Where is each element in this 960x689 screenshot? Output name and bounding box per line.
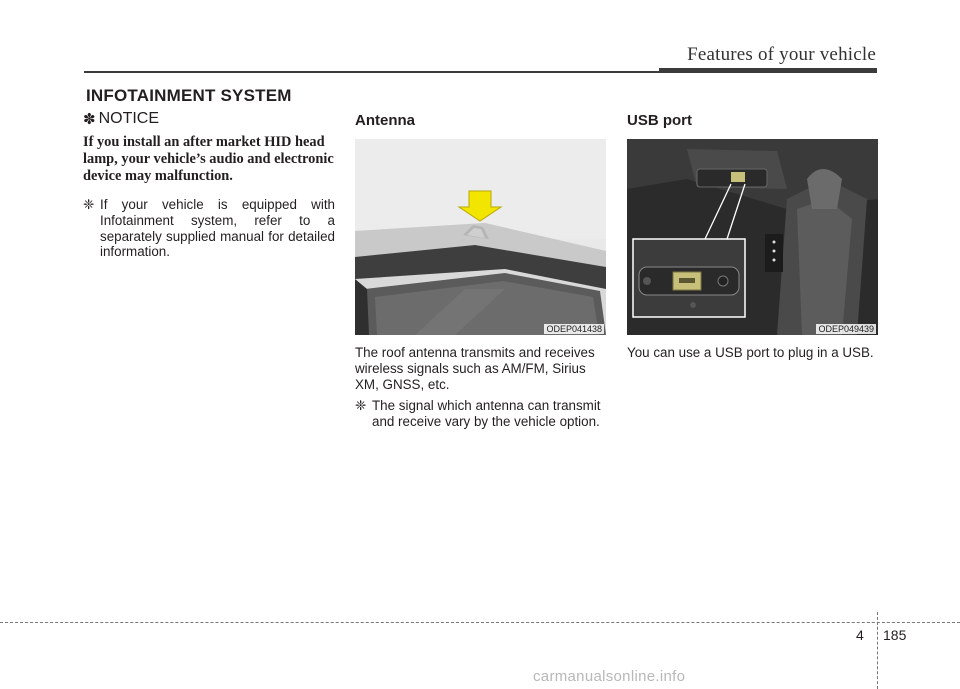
center-console-usb-illustration — [627, 139, 878, 335]
page-number: 185 — [883, 627, 907, 643]
usb-column — [627, 110, 879, 367]
notice-column — [83, 110, 335, 260]
notice-note — [83, 197, 335, 260]
antenna-note — [355, 398, 607, 430]
usb-heading: USB port — [627, 112, 692, 129]
antenna-body: The roof antenna transmits and receives wireless signals such as AM/FM, Sirius XM, GNSS, etc. — [355, 345, 595, 392]
footer-rule — [0, 622, 960, 623]
notice-note-text: If your vehicle is equipped with Infotainment system, refer to a separately supplied manual for detailed information. — [100, 197, 335, 260]
page-chapter: 4 — [856, 627, 864, 643]
section-title: INFOTAINMENT SYSTEM — [86, 86, 292, 105]
antenna-note-text: The signal which antenna can transmit and receive vary by the vehicle option. — [372, 398, 601, 430]
header-title: Features of your vehicle — [687, 44, 876, 65]
note-symbol-icon: ❈ — [83, 197, 95, 212]
antenna-image-code: ODEP041438 — [546, 324, 602, 334]
antenna-heading: Antenna — [355, 112, 415, 129]
footer-vertical-rule — [877, 612, 878, 689]
antenna-photo — [355, 139, 606, 335]
usb-photo — [627, 139, 878, 335]
usb-image-code: ODEP049439 — [818, 324, 874, 334]
antenna-column — [355, 110, 607, 430]
notice-body: If you install an after market HID head lamp, your vehicle’s audio and electronic device may malfunction. — [83, 134, 334, 184]
usb-body: You can use a USB port to plug in a USB. — [627, 345, 874, 360]
notice-star-icon: ✽ — [83, 111, 96, 128]
car-roof-antenna-illustration — [355, 139, 606, 335]
note-symbol-icon: ❈ — [355, 398, 367, 414]
watermark: carmanualsonline.info — [533, 668, 686, 685]
notice-heading — [83, 110, 335, 128]
notice-heading-label: NOTICE — [98, 110, 160, 127]
header-rule-accent — [659, 68, 877, 73]
